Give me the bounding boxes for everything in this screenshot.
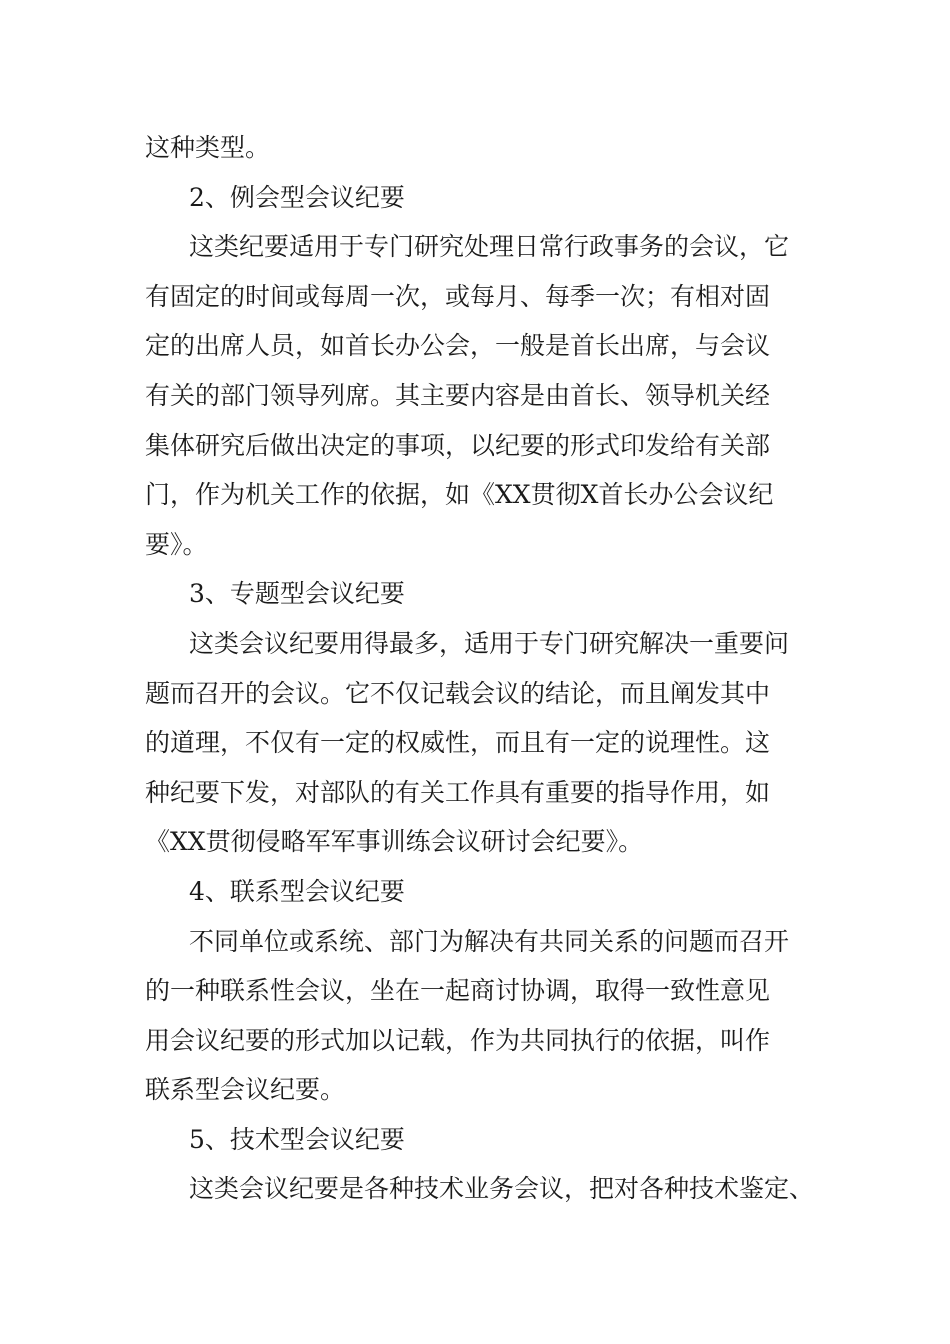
text-line: 题而召开的会议。它不仅记载会议的结论，而且阐发其中 — [145, 678, 771, 708]
paragraph-special-topic — [145, 619, 825, 867]
heading-text: 3、专题型会议纪要 — [189, 579, 405, 609]
text-line: 集体研究后做出决定的事项，以纪要的形式印发给有关部 — [145, 430, 771, 460]
text-line: 这类纪要适用于专门研究处理日常行政事务的会议，它 — [189, 232, 790, 262]
section-heading-special-topic — [145, 569, 825, 619]
paragraph-technical — [145, 1164, 825, 1214]
paragraph-regular-meeting — [145, 222, 825, 569]
text-line: 的一种联系性会议，坐在一起商讨协调，取得一致性意见 — [145, 976, 771, 1006]
text-line: 有固定的时间或每周一次，或每月、每季一次；有相对固 — [145, 281, 771, 311]
text-line: 这类会议纪要用得最多，适用于专门研究解决一重要问 — [189, 628, 790, 658]
text-line: 的道理，不仅有一定的权威性，而且有一定的说理性。这 — [145, 728, 771, 758]
text-line: 《XX贯彻侵略军军事训练会议研讨会纪要》。 — [145, 827, 644, 857]
section-heading-technical — [145, 1115, 825, 1165]
text-line: 不同单位或系统、部门为解决有共同关系的问题而召开 — [189, 926, 790, 956]
paragraph-continuation — [145, 123, 825, 173]
text-line: 种纪要下发，对部队的有关工作具有重要的指导作用，如 — [145, 777, 771, 807]
section-heading-regular-meeting — [145, 173, 825, 223]
text-line: 定的出席人员，如首长办公会，一般是首长出席，与会议 — [145, 331, 771, 361]
text-line: 这类会议纪要是各种技术业务会议，把对各种技术鉴定、 — [189, 1174, 815, 1204]
text-line: 这种类型。 — [145, 133, 271, 162]
document-body — [145, 123, 825, 1214]
text-line: 要》。 — [145, 529, 208, 559]
text-line: 有关的部门领导列席。其主要内容是由首长、领导机关经 — [145, 380, 771, 410]
heading-text: 4、联系型会议纪要 — [189, 876, 405, 906]
paragraph-liaison — [145, 917, 825, 1115]
text-line: 门，作为机关工作的依据，如《XX贯彻X首长办公会议纪 — [145, 480, 774, 510]
text-line: 联系型会议纪要。 — [145, 1075, 346, 1105]
section-heading-liaison — [145, 867, 825, 917]
text-line: 用会议纪要的形式加以记载，作为共同执行的依据，叫作 — [145, 1025, 771, 1055]
heading-text: 2、例会型会议纪要 — [189, 182, 405, 212]
heading-text: 5、技术型会议纪要 — [189, 1124, 405, 1154]
